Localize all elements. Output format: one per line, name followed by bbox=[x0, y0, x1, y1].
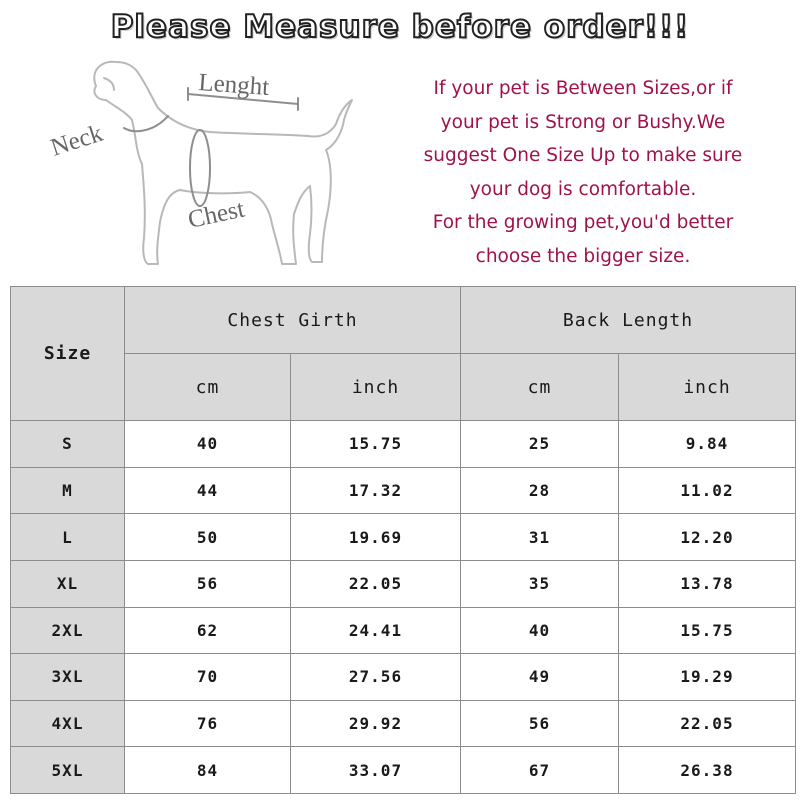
chest-label: Chest bbox=[185, 195, 247, 234]
size-cell: L bbox=[11, 514, 125, 561]
advice-line: If your pet is Between Sizes,or if bbox=[433, 78, 733, 99]
back-cm-cell: 28 bbox=[461, 467, 619, 514]
sizing-advice bbox=[398, 72, 768, 273]
size-cell: 3XL bbox=[11, 654, 125, 701]
size-cell: M bbox=[11, 467, 125, 514]
back-inch-cell: 9.84 bbox=[619, 421, 796, 468]
size-cell: 4XL bbox=[11, 700, 125, 747]
size-chart-table bbox=[10, 286, 796, 794]
chest-cm-unit: cm bbox=[125, 354, 291, 421]
back-inch-cell: 22.05 bbox=[619, 700, 796, 747]
advice-line: suggest One Size Up to make sure bbox=[423, 145, 743, 166]
back-cm-cell: 49 bbox=[461, 654, 619, 701]
size-cell: 2XL bbox=[11, 607, 125, 654]
chest-girth-header: Chest Girth bbox=[125, 287, 461, 354]
back-inch-cell: 19.29 bbox=[619, 654, 796, 701]
chest-cm-cell: 70 bbox=[125, 654, 291, 701]
chest-inch-cell: 29.92 bbox=[291, 700, 461, 747]
advice-line: your dog is comfortable. bbox=[469, 178, 697, 200]
back-cm-cell: 56 bbox=[461, 700, 619, 747]
chest-cm-cell: 40 bbox=[125, 421, 291, 468]
back-inch-cell: 26.38 bbox=[619, 747, 796, 794]
neck-label: Neck bbox=[47, 119, 107, 162]
table-row bbox=[11, 560, 796, 607]
back-cm-cell: 31 bbox=[461, 514, 619, 561]
back-cm-cell: 40 bbox=[461, 607, 619, 654]
page-title: Please Measure before order!!! bbox=[110, 9, 690, 45]
back-cm-cell: 25 bbox=[461, 421, 619, 468]
chest-cm-cell: 50 bbox=[125, 514, 291, 561]
back-cm-unit: cm bbox=[461, 354, 619, 421]
size-cell: XL bbox=[11, 560, 125, 607]
size-column-header: Size bbox=[11, 287, 125, 421]
advice-line: choose the bigger size. bbox=[475, 245, 691, 267]
back-length-header: Back Length bbox=[461, 287, 796, 354]
back-inch-cell: 15.75 bbox=[619, 607, 796, 654]
table-row bbox=[11, 467, 796, 514]
back-inch-cell: 13.78 bbox=[619, 560, 796, 607]
chest-cm-cell: 84 bbox=[125, 747, 291, 794]
chest-inch-cell: 27.56 bbox=[291, 654, 461, 701]
chest-inch-cell: 24.41 bbox=[291, 607, 461, 654]
chest-inch-cell: 19.69 bbox=[291, 514, 461, 561]
table-row bbox=[11, 607, 796, 654]
length-label: Lenght bbox=[197, 69, 271, 101]
back-cm-cell: 67 bbox=[461, 747, 619, 794]
chest-inch-cell: 22.05 bbox=[291, 560, 461, 607]
advice-line: For the growing pet,you'd better bbox=[432, 212, 734, 233]
chest-cm-cell: 56 bbox=[125, 560, 291, 607]
chest-inch-cell: 17.32 bbox=[291, 467, 461, 514]
table-row bbox=[11, 700, 796, 747]
back-inch-cell: 11.02 bbox=[619, 467, 796, 514]
table-row bbox=[11, 747, 796, 794]
back-inch-unit: inch bbox=[619, 354, 796, 421]
dog-measurement-diagram bbox=[40, 52, 370, 280]
chest-cm-cell: 44 bbox=[125, 467, 291, 514]
size-cell: 5XL bbox=[11, 747, 125, 794]
chest-cm-cell: 62 bbox=[125, 607, 291, 654]
chest-inch-cell: 33.07 bbox=[291, 747, 461, 794]
chest-inch-unit: inch bbox=[291, 354, 461, 421]
chest-cm-cell: 76 bbox=[125, 700, 291, 747]
table-row bbox=[11, 514, 796, 561]
size-cell: S bbox=[11, 421, 125, 468]
table-row bbox=[11, 654, 796, 701]
advice-line: your pet is Strong or Bushy.We bbox=[440, 111, 726, 133]
back-inch-cell: 12.20 bbox=[619, 514, 796, 561]
measurement-lines bbox=[124, 88, 298, 206]
back-cm-cell: 35 bbox=[461, 560, 619, 607]
chest-inch-cell: 15.75 bbox=[291, 421, 461, 468]
table-row bbox=[11, 421, 796, 468]
